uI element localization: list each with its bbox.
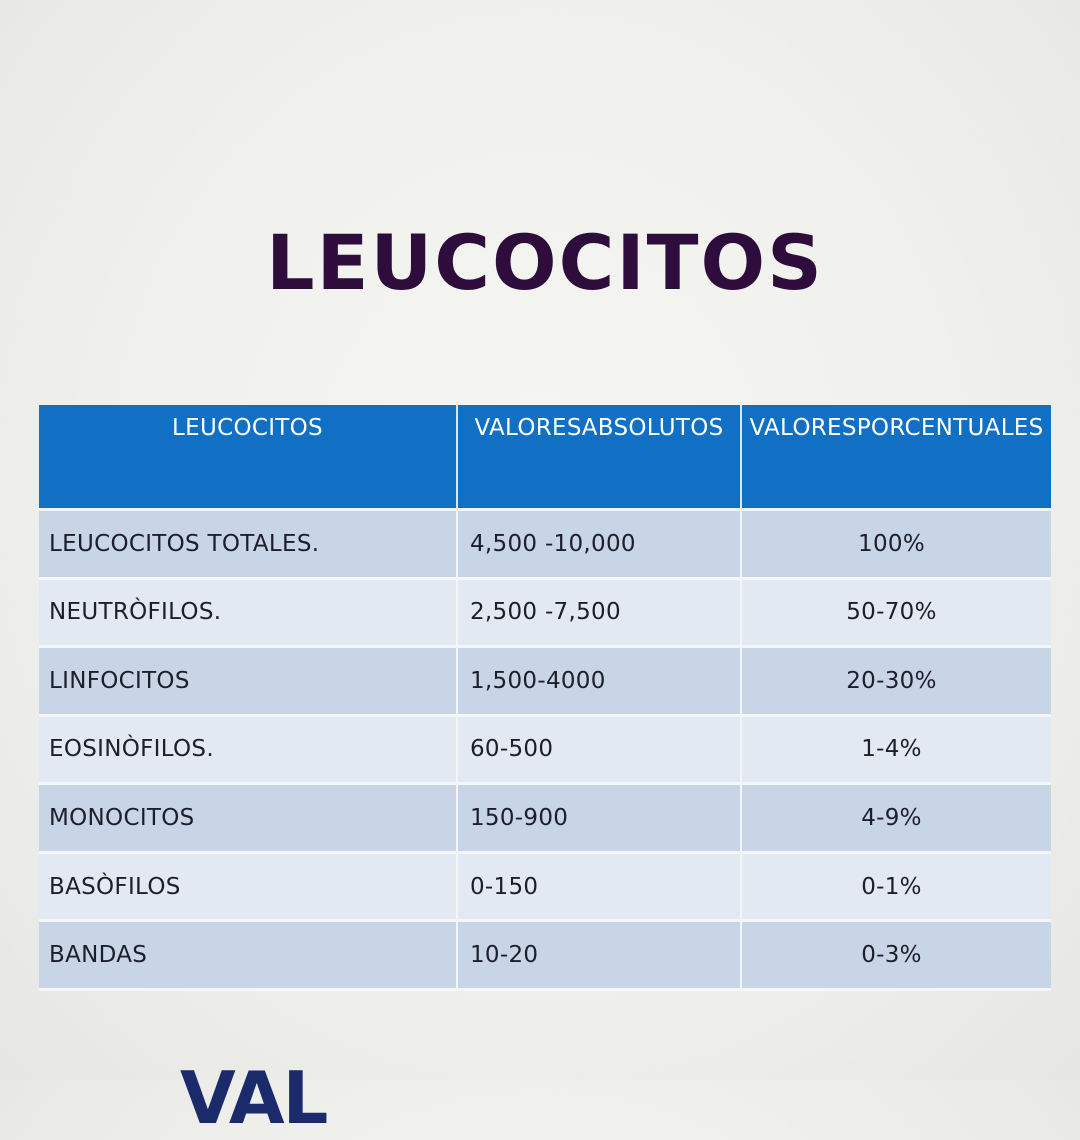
header-line: ABSOLUTOS	[581, 415, 724, 441]
cell-name: LINFOCITOS	[39, 648, 458, 717]
cell-absolute: 4,500 -10,000	[458, 511, 742, 580]
cell-name: LEUCOCITOS TOTALES.	[39, 511, 458, 580]
header-leucocitos	[39, 405, 458, 511]
cell-absolute: 150-900	[458, 785, 742, 854]
cell-absolute: 1,500-4000	[458, 648, 742, 717]
cell-absolute: 0-150	[458, 854, 742, 923]
header-valores-absolutos	[458, 405, 742, 511]
cell-name: BANDAS	[39, 922, 458, 991]
cell-absolute: 2,500 -7,500	[458, 580, 742, 649]
cell-percent: 100%	[742, 511, 1051, 580]
cell-name: NEUTRÒFILOS.	[39, 580, 458, 649]
cell-absolute: 10-20	[458, 922, 742, 991]
cell-name: BASÒFILOS	[39, 854, 458, 923]
cell-percent: 0-1%	[742, 854, 1051, 923]
leukocyte-table	[39, 405, 1051, 991]
page-title: LEUCOCITOS	[266, 218, 824, 307]
header-line: PORCENTUALES	[856, 415, 1044, 441]
cell-name: EOSINÒFILOS.	[39, 717, 458, 786]
cell-percent: 1-4%	[742, 717, 1051, 786]
header-line: LEUCOCITOS	[172, 415, 323, 441]
cell-percent: 50-70%	[742, 580, 1051, 649]
cell-absolute: 60-500	[458, 717, 742, 786]
header-line: VALORES	[474, 415, 582, 441]
cell-percent: 4-9%	[742, 785, 1051, 854]
header-valores-porcentuales	[742, 405, 1051, 511]
footer-logo-partial: VAL	[180, 1056, 327, 1140]
cell-percent: 20-30%	[742, 648, 1051, 717]
header-line: VALORES	[749, 415, 857, 441]
cell-percent: 0-3%	[742, 922, 1051, 991]
cell-name: MONOCITOS	[39, 785, 458, 854]
